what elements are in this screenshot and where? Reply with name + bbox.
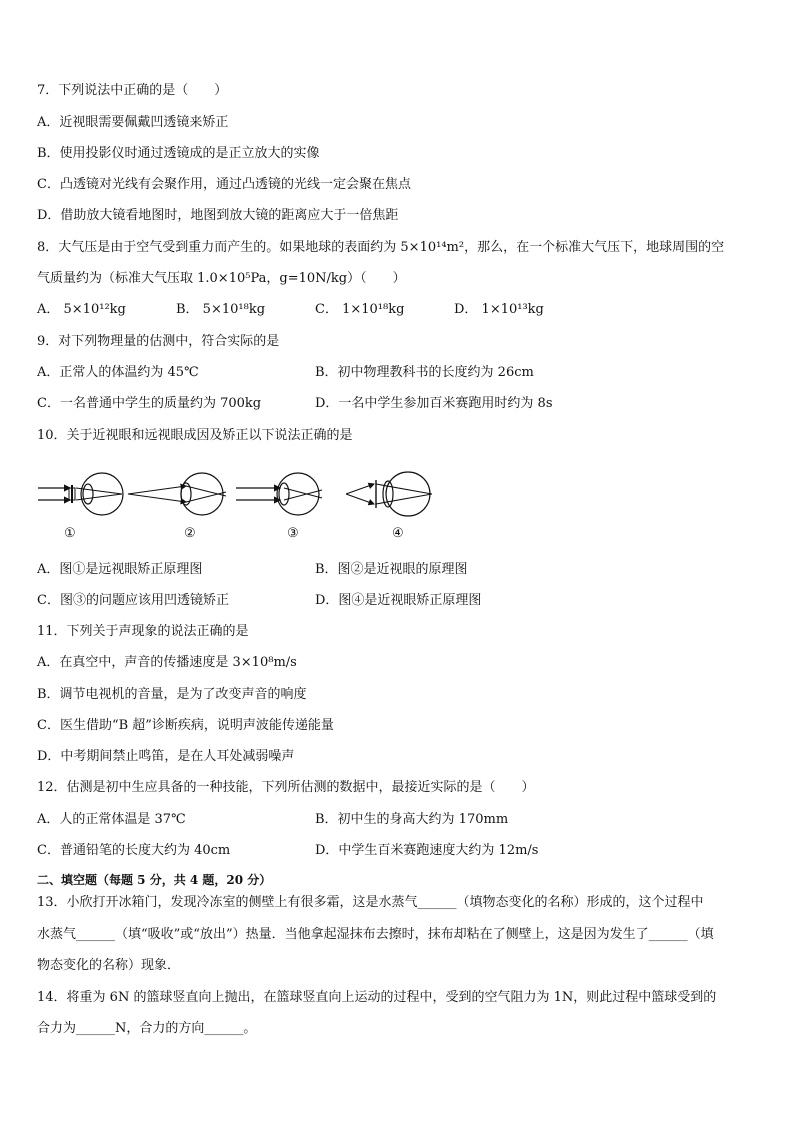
eye-diagram-3 [236, 473, 322, 515]
q7-option-c: C．凸透镜对光线有会聚作用，通过凸透镜的光线一定会聚在焦点 [37, 177, 411, 192]
q11-option-a: A．在真空中，声音的传播速度是 3×10⁸m/s [37, 655, 297, 670]
q13-line3: 物态变化的名称）现象． [37, 958, 181, 973]
q10-option-d: D．图④是近视眼矫正原理图 [315, 593, 482, 608]
q13-line2: 水蒸气______（填“吸收”或“放出”）热量．当他拿起湿抹布去擦时，抹布却粘在了侧壁上，这是因为发生了______（填 [37, 927, 714, 942]
q8-option-b: B． 5×10¹⁸kg [176, 302, 266, 317]
figure-label-3: ③ [287, 526, 299, 541]
q9-option-d: D．一名中学生参加百米赛跑用时约为 8s [315, 396, 553, 411]
figure-label-2: ② [184, 526, 196, 541]
q13-line1: 13．小欣打开冰箱门，发现冷冻室的侧壁上有很多霜，这是水蒸气______（填物态变化的名称）形成的，这个过程中 [37, 895, 704, 910]
q10-option-c: C．图③的问题应该用凹透镜矫正 [37, 593, 229, 608]
q14-line1: 14．将重为 6N 的篮球竖直向上抛出，在篮球竖直向上运动的过程中，受到的空气阻力为 1N，则此过程中篮球受到的 [37, 990, 717, 1005]
eye-diagram-4 [346, 472, 432, 516]
q10-option-b: B．图②是近视眼的原理图 [315, 562, 468, 577]
q8-stem-line2: 气质量约为（标准大气压取 1.0×10⁵Pa，g=10N/kg）（ ） [37, 271, 406, 286]
eye-diagram-figure [36, 468, 446, 548]
q11-option-b: B．调节电视机的音量，是为了改变声音的响度 [37, 687, 307, 702]
q7-option-b: B．使用投影仪时通过透镜成的是正立放大的实像 [37, 146, 320, 161]
q12-option-a: A．人的正常体温是 37℃ [37, 812, 186, 827]
q12-option-d: D．中学生百米赛跑速度大约为 12m/s [315, 843, 539, 858]
q10-stem: 10．关于近视眼和远视眼成因及矫正以下说法正确的是 [37, 428, 353, 443]
q11-option-d: D．中考期间禁止鸣笛，是在人耳处减弱噪声 [37, 749, 295, 764]
q14-line2: 合力为______N，合力的方向______。 [37, 1021, 257, 1036]
q9-option-c: C．一名普通中学生的质量约为 700kg [37, 396, 262, 411]
eye-diagrams-svg [36, 468, 446, 526]
q8-option-c: C． 1×10¹⁸kg [315, 302, 405, 317]
q8-option-a: A． 5×10¹²kg [37, 302, 126, 317]
q8-stem-line1: 8．大气压是由于空气受到重力而产生的。如果地球的表面约为 5×10¹⁴m²，那么，在一个标准大气压下，地球周围的空 [37, 240, 725, 255]
q12-option-c: C．普通铅笔的长度大约为 40cm [37, 843, 231, 858]
q9-option-a: A．正常人的体温约为 45℃ [37, 365, 199, 380]
figure-label-1: ① [64, 526, 76, 541]
q9-stem: 9．对下列物理量的估测中，符合实际的是 [37, 334, 280, 349]
q9-option-b: B．初中物理教科书的长度约为 26cm [315, 365, 534, 380]
q12-option-b: B．初中生的身高大约为 170mm [315, 812, 509, 827]
q7-option-d: D．借助放大镜看地图时，地图到放大镜的距离应大于一倍焦距 [37, 208, 399, 223]
q10-option-a: A．图①是远视眼矫正原理图 [37, 562, 203, 577]
figure-label-4: ④ [392, 526, 404, 541]
section-heading-fill-in: 二、填空题（每题 5 分，共 4 题，20 分） [37, 873, 272, 887]
q12-stem: 12．估测是初中生应具备的一种技能，下列所估测的数据中，最接近实际的是（ ） [37, 780, 535, 795]
q7-option-a: A．近视眼需要佩戴凹透镜来矫正 [37, 115, 229, 130]
eye-diagram-1 [38, 473, 123, 515]
eye-diagram-2 [128, 473, 226, 515]
q11-option-c: C．医生借助“B 超”诊断疾病，说明声波能传递能量 [37, 718, 334, 733]
q7-stem: 7．下列说法中正确的是（ ） [37, 83, 228, 98]
q8-option-d: D． 1×10¹³kg [454, 302, 544, 317]
q11-stem: 11．下列关于声现象的说法正确的是 [37, 624, 249, 639]
